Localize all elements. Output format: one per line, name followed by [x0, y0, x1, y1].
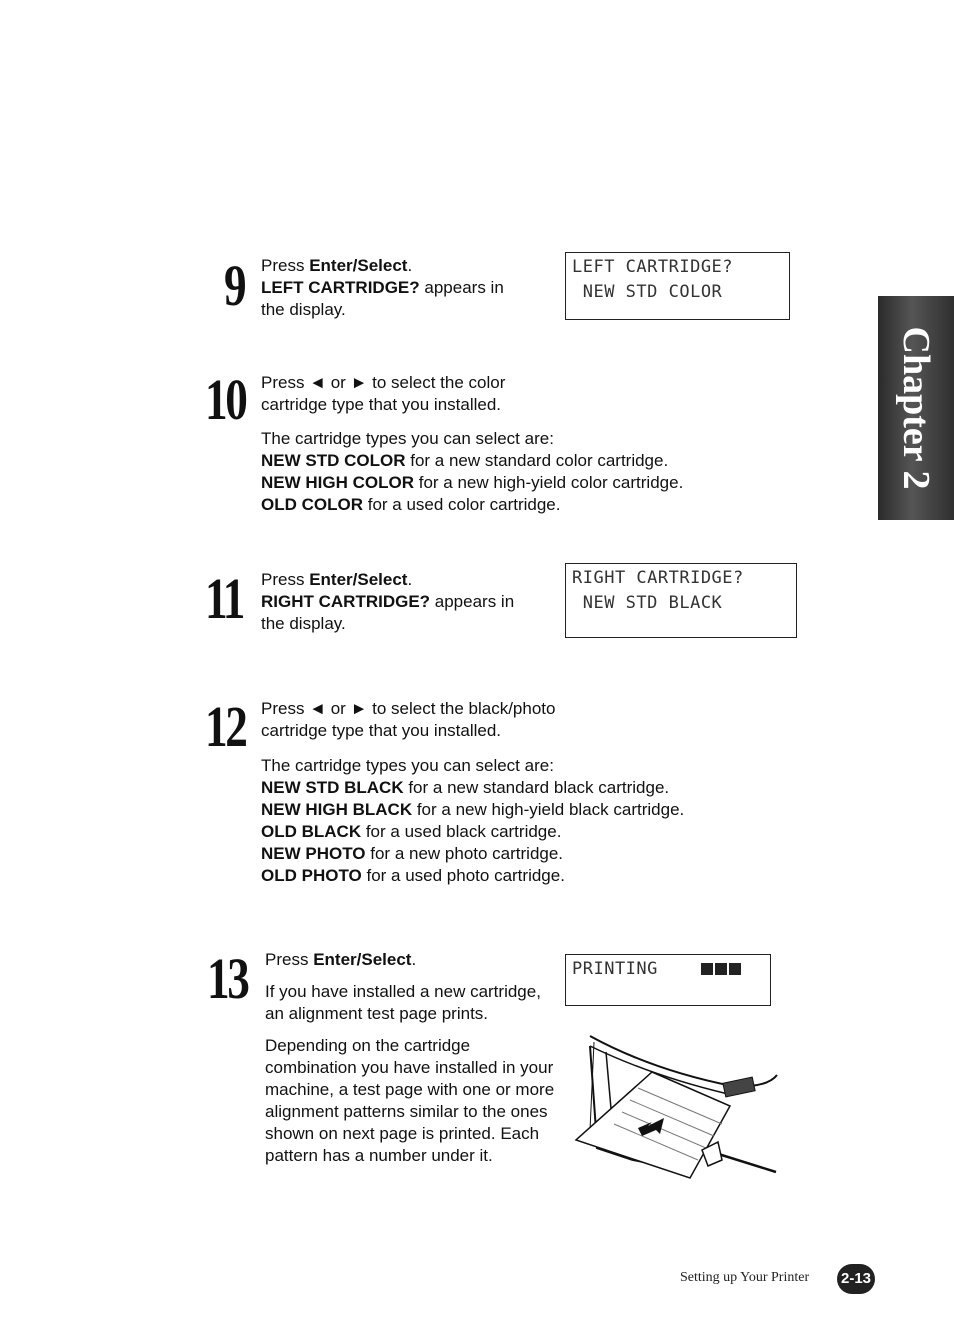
- step-12-number: 12: [205, 694, 246, 759]
- step-10-text: [261, 372, 741, 516]
- chapter-tab: [878, 296, 954, 520]
- lcd-line-2: NEW STD BLACK: [572, 593, 723, 613]
- step-12-option: NEW PHOTO for a new photo cartridge.: [261, 844, 564, 863]
- progress-blocks-icon: [701, 959, 743, 979]
- step-10-option: NEW STD COLOR for a new standard color cartridge.: [261, 451, 669, 470]
- step-12-option: OLD PHOTO for a used photo cartridge.: [261, 866, 565, 885]
- step-13-line-1: Press Enter/Select.: [265, 950, 417, 969]
- step-10-line-2: cartridge type that you installed.: [261, 395, 502, 414]
- lcd-line-2: NEW STD COLOR: [572, 282, 723, 302]
- step-12-option: NEW STD BLACK for a new standard black cartridge.: [261, 778, 670, 797]
- step-11-number: 11: [205, 566, 244, 631]
- step-9-text: [261, 255, 551, 321]
- step-9-line-1: Press Enter/Select.: [261, 256, 413, 275]
- step-13-para-1: If you have installed a new cartridge, an alignment test page prints.: [265, 982, 541, 1023]
- footer-section-title: Setting up Your Printer: [680, 1270, 810, 1285]
- step-11-text: [261, 569, 556, 635]
- lcd-line-1: PRINTING: [572, 959, 658, 979]
- page-number-badge: 2-13: [837, 1264, 875, 1294]
- lcd-display-right-cartridge: [565, 563, 797, 638]
- step-10-intro: The cartridge types you can select are:: [261, 429, 554, 448]
- step-13-text: [265, 949, 557, 1167]
- step-12-text: [261, 698, 741, 887]
- step-12-intro: The cartridge types you can select are:: [261, 756, 554, 775]
- step-12-option: OLD BLACK for a used black cartridge.: [261, 822, 562, 841]
- lcd-display-printing: [565, 954, 771, 1006]
- step-12-line-2: cartridge type that you installed.: [261, 721, 502, 740]
- step-10-option: NEW HIGH COLOR for a new high-yield color cartridge.: [261, 473, 684, 492]
- lcd-display-left-cartridge: [565, 252, 790, 320]
- step-13-para-2: Depending on the cartridge combination you have installed in your machine, a test page with one or more alignment patterns similar to the ones shown on next page is printed. Each pattern has a number under it.: [265, 1036, 555, 1165]
- step-10-number: 10: [205, 367, 246, 432]
- step-9-line-2: LEFT CARTRIDGE? appears in: [261, 278, 504, 297]
- step-11-line-1: Press Enter/Select.: [261, 570, 413, 589]
- printer-output-illustration: [572, 1030, 782, 1180]
- step-10-line-1: Press ◄ or ► to select the color: [261, 373, 506, 392]
- step-9-number: 9: [224, 253, 245, 318]
- step-12-option: NEW HIGH BLACK for a new high-yield black cartridge.: [261, 800, 685, 819]
- lcd-line-1: RIGHT CARTRIDGE?: [572, 568, 744, 588]
- step-9-line-3: the display.: [261, 300, 346, 319]
- chapter-tab-label: Chapter 2: [895, 326, 937, 490]
- step-13-number: 13: [207, 946, 248, 1011]
- step-11-line-2: RIGHT CARTRIDGE? appears in: [261, 592, 515, 611]
- lcd-line-1: LEFT CARTRIDGE?: [572, 257, 734, 277]
- step-10-option: OLD COLOR for a used color cartridge.: [261, 495, 561, 514]
- step-11-line-3: the display.: [261, 614, 346, 633]
- step-12-line-1: Press ◄ or ► to select the black/photo: [261, 699, 556, 718]
